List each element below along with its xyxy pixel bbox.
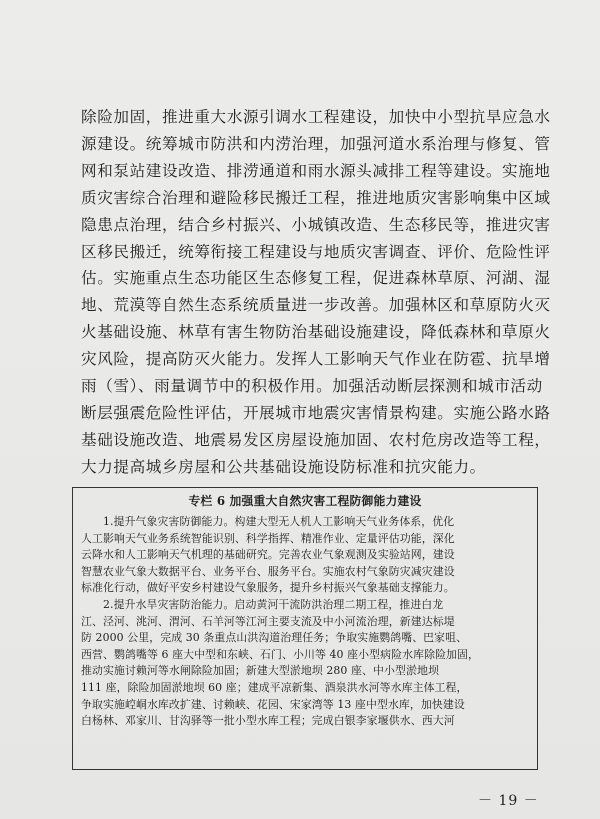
box-line: 智慧农业气象大数据平台、业务平台、服务平台。实施农村气象防灾减灾建设 — [81, 564, 455, 578]
text-line: 灾风险，提高防灭火能力。发挥人工影响天气作业在防雹、抗旱增 — [81, 350, 551, 369]
text-line: 雨（雪）、雨量调节中的积极作用。加强活动断层探测和城市活动 — [81, 377, 543, 396]
box-line: 2.提升水旱灾害防治能力。启动黄河干流防洪治理二期工程，推进白龙 — [81, 597, 444, 611]
box-line: 人工影响天气业务系统智能识别、科学指挥、精准作业、定量评估功能，深化 — [81, 531, 455, 545]
box-line: 江、泾河、洮河、渭河、石羊河等江河主要支流及中小河流治理，新建达标堤 — [81, 614, 455, 628]
box-line: 1.提升气象灾害防御能力。构建大型无人机人工影响天气业务体系，优化 — [81, 515, 455, 528]
body-paragraph — [81, 104, 551, 481]
box-line: 白杨林、邓家川、甘沟驿等一批小型水库工程；完成白银李家堰供水、西大河 — [81, 714, 455, 728]
text-line: 源建设。统筹城市防洪和内涝治理，加强河道水系治理与修复、管 — [81, 134, 551, 153]
column-box — [72, 487, 538, 770]
text-line: 除险加固，推进重大水源引调水工程建设，加快中小型抗旱应急水 — [81, 108, 551, 126]
box-line: 标准化行动，做好平安乡村建设气象服务，提升乡村振兴气象基础支撑能力。 — [81, 581, 455, 595]
box-title: 专栏 6 加强重大自然灾害工程防御能力建设 — [188, 494, 422, 508]
box-line: 推动实施讨赖河等水闸除险加固；新建大型淤地坝 280 座、中小型淤地坝 — [81, 664, 439, 678]
text-line: 网和泵站建设改造、排涝通道和雨水源头减排工程等建设。实施地 — [81, 161, 551, 180]
text-line: 区移民搬迁，统筹衔接工程建设与地质灾害调查、评价、危险性评 — [81, 242, 551, 261]
text-line: 隐患点治理，结合乡村振兴、小城镇改造、生态移民等，推进灾害 — [81, 215, 551, 234]
text-line: 火基础设施、林草有害生物防治基础设施建设，降低森林和草原火 — [81, 323, 551, 342]
text-line: 地、荒漠等自然生态系统质量进一步改善。加强林区和草原防火灭 — [81, 296, 551, 315]
box-body — [73, 510, 537, 730]
box-line: 西营、鹦鸽嘴等 6 座大中型和东峡、石门、小川等 40 座小型病险水库除险加固， — [81, 647, 480, 661]
text-line: 基础设施改造、地震易发区房屋设施加固、农村危房改造等工程， — [81, 430, 551, 449]
text-line: 质灾害综合治理和避险移民搬迁工程，推进地质灾害影响集中区域 — [81, 188, 551, 207]
text-line: 断层强震危险性评估，开展城市地震灾害情景构建。实施公路水路 — [81, 403, 551, 422]
text-line: 估。实施重点生态功能区生态修复工程，促进森林草原、河湖、湿 — [81, 269, 551, 288]
text-line: 大力提高城乡房屋和公共基础设施设防标准和抗灾能力。 — [81, 457, 486, 476]
page-number: － 19 － — [478, 793, 539, 809]
box-line: 云降水和人工影响天气机理的基础研究。完善农业气象观测及实验站网，建设 — [81, 548, 455, 562]
body-text — [81, 104, 551, 481]
box-line: 争取实施崆峒水库改扩建、讨赖峡、花园、宋家湾等 13 座中型水库，加快建设 — [81, 697, 465, 711]
box-line: 111 座，除险加固淤地坝 60 座；建成平凉新集、酒泉洪水河等水库主体工程， — [81, 680, 468, 694]
box-line: 防 2000 公里，完成 30 条重点山洪沟道治理任务；争取实施鹦鸽嘴、巴家咀、 — [81, 631, 468, 645]
